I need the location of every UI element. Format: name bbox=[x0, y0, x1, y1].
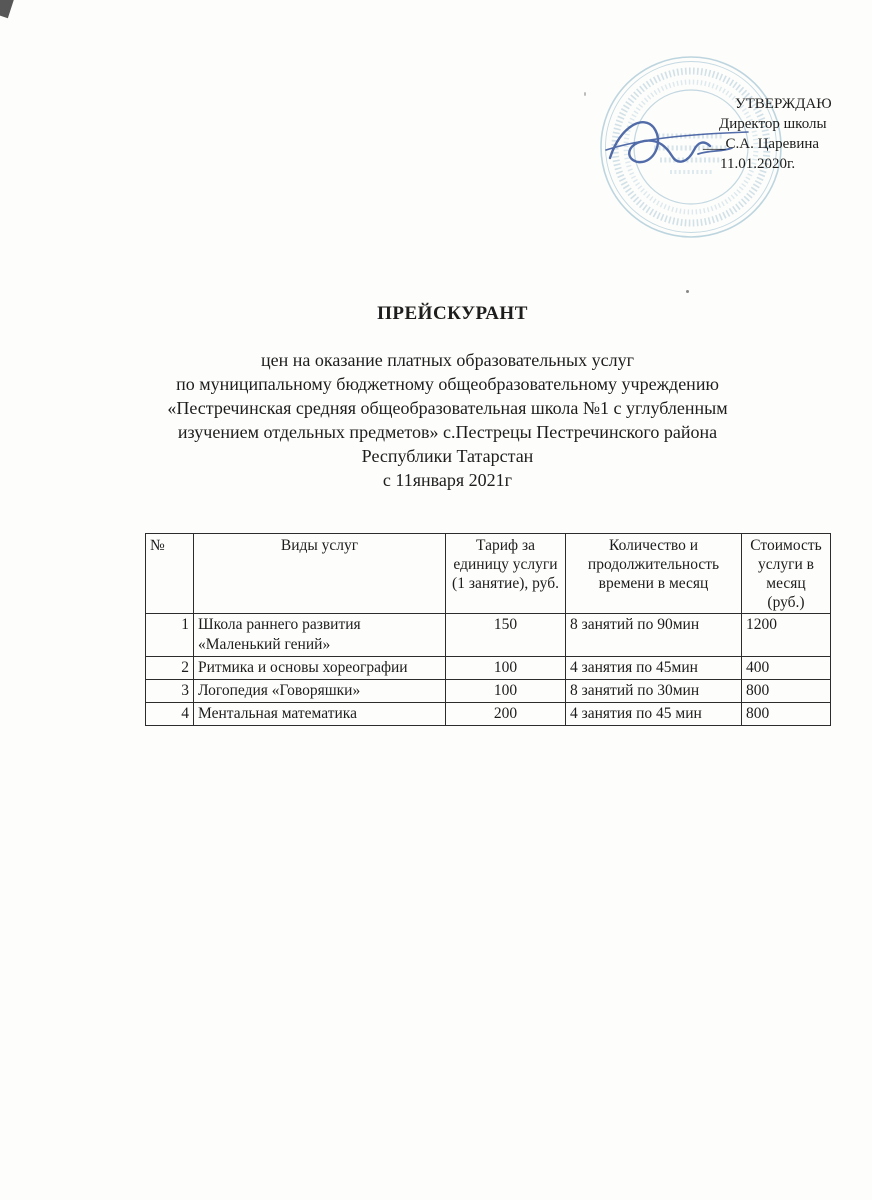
scan-artifact-dot bbox=[584, 92, 586, 96]
approval-word: УТВЕРЖДАЮ bbox=[735, 96, 832, 112]
quantity-value: 4 занятия по 45мин bbox=[566, 657, 742, 680]
subtitle-line: цен на оказание платных образовательных услуг bbox=[261, 350, 634, 370]
cost-value: 1200 bbox=[742, 614, 831, 657]
cost-value: 800 bbox=[742, 680, 831, 703]
approval-position: Директор школы bbox=[719, 116, 827, 132]
price-table bbox=[145, 533, 831, 726]
service-name: Ментальная математика bbox=[194, 703, 446, 726]
table-row bbox=[146, 614, 831, 657]
header-cost: Стоимость услуги в месяц (руб.) bbox=[742, 534, 831, 614]
header-quantity: Количество и продолжительность времени в месяц bbox=[566, 534, 742, 614]
subtitle-line: изучением отдельных предметов» с.Пестрецы Пестречинского района bbox=[177, 422, 718, 442]
subtitle-line: «Пестречинская средняя общеобразовательная школа №1 с углубленным bbox=[167, 398, 728, 418]
subtitle-line: Республики Татарстан bbox=[361, 446, 534, 466]
approval-block bbox=[703, 94, 853, 174]
scan-artifact-dot bbox=[686, 290, 689, 293]
row-number: 2 bbox=[146, 657, 194, 680]
tariff-value: 100 bbox=[446, 657, 566, 680]
header-number: № bbox=[146, 534, 194, 614]
tariff-value: 200 bbox=[446, 703, 566, 726]
header-tariff: Тариф за единицу услуги (1 занятие), руб. bbox=[446, 534, 566, 614]
scan-artifact-corner bbox=[0, 0, 15, 18]
cost-value: 800 bbox=[742, 703, 831, 726]
tariff-value: 150 bbox=[446, 614, 566, 657]
document-subtitle bbox=[55, 348, 840, 492]
table-row bbox=[146, 703, 831, 726]
cost-value: 400 bbox=[742, 657, 831, 680]
quantity-value: 4 занятия по 45 мин bbox=[566, 703, 742, 726]
service-name: Логопедия «Говоряшки» bbox=[194, 680, 446, 703]
subtitle-line: с 11января 2021г bbox=[382, 470, 513, 490]
service-name: Ритмика и основы хореографии bbox=[194, 657, 446, 680]
tariff-value: 100 bbox=[446, 680, 566, 703]
quantity-value: 8 занятий по 90мин bbox=[566, 614, 742, 657]
header-service: Виды услуг bbox=[194, 534, 446, 614]
quantity-value: 8 занятий по 30мин bbox=[566, 680, 742, 703]
subtitle-line: по муниципальному бюджетному общеобразовательному учреждению bbox=[176, 374, 719, 394]
row-number: 3 bbox=[146, 680, 194, 703]
service-name: Школа раннего развития «Маленький гений» bbox=[194, 614, 446, 657]
approval-signature-name: ___С.А. Царевина bbox=[703, 136, 820, 152]
row-number: 4 bbox=[146, 703, 194, 726]
table-row bbox=[146, 680, 831, 703]
table-row bbox=[146, 657, 831, 680]
approval-date: 11.01.2020г. bbox=[720, 156, 796, 172]
row-number: 1 bbox=[146, 614, 194, 657]
table-header-row bbox=[146, 534, 831, 614]
page-title: ПРЕЙСКУРАНТ bbox=[377, 303, 528, 324]
